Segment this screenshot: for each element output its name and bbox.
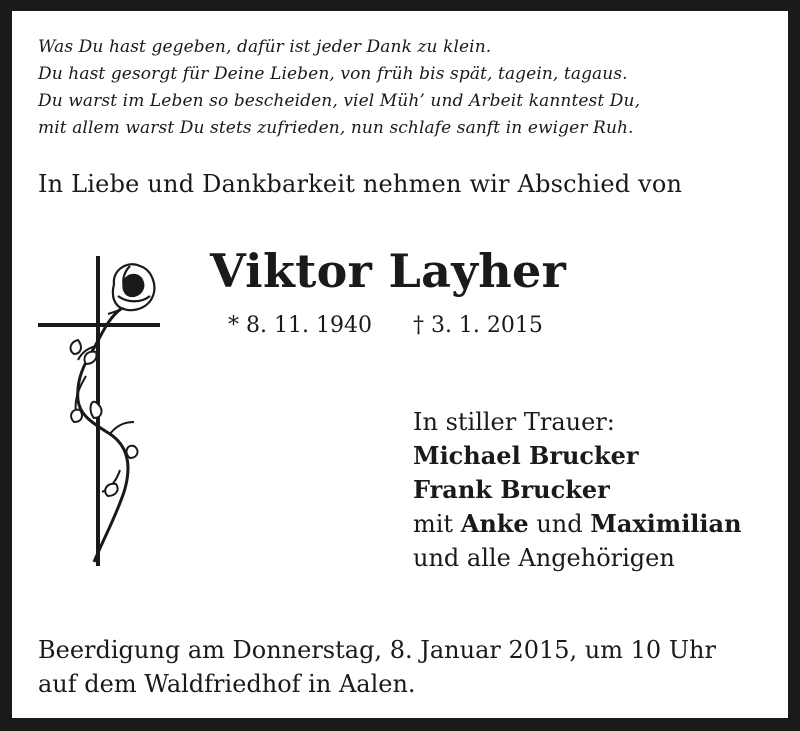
life-dates bbox=[228, 313, 543, 338]
poem-line: Du hast gesorgt für Deine Lieben, von früh bis spät, tagein, tagaus. bbox=[38, 64, 628, 84]
poem-line: Was Du hast gegeben, dafür ist jeder Dank zu klein. bbox=[38, 37, 492, 57]
memorial-poem bbox=[38, 34, 778, 142]
mourner-name: Michael Brucker bbox=[413, 441, 639, 470]
mourner-partners-line bbox=[413, 507, 742, 541]
mourner-name: Frank Brucker bbox=[413, 475, 610, 504]
funeral-line: auf dem Waldfriedhof in Aalen. bbox=[38, 670, 416, 698]
funeral-line: Beerdigung am Donnerstag, 8. Januar 2015, um 10 Uhr bbox=[38, 636, 716, 664]
partner-name: Maximilian bbox=[590, 509, 742, 538]
mourners-block bbox=[413, 405, 742, 575]
with-prefix: mit bbox=[413, 510, 454, 538]
partner-name: Anke bbox=[460, 509, 529, 538]
death-date: † 3. 1. 2015 bbox=[412, 313, 543, 338]
birth-date: * 8. 11. 1940 bbox=[228, 313, 372, 338]
farewell-intro: In Liebe und Dankbarkeit nehmen wir Abschied von bbox=[38, 170, 683, 198]
poem-line: mit allem warst Du stets zufrieden, nun schlafe sanft in ewiger Ruh. bbox=[38, 118, 634, 138]
funeral-notice bbox=[38, 633, 716, 701]
deceased-name: Viktor Layher bbox=[210, 244, 567, 298]
cross-with-rose-icon bbox=[36, 256, 166, 568]
conjunction: und bbox=[536, 510, 583, 538]
poem-line: Du warst im Leben so bescheiden, viel Müh’ und Arbeit kanntest Du, bbox=[38, 91, 641, 111]
mourners-closing: und alle Angehörigen bbox=[413, 544, 675, 572]
mourners-heading: In stiller Trauer: bbox=[413, 408, 615, 436]
